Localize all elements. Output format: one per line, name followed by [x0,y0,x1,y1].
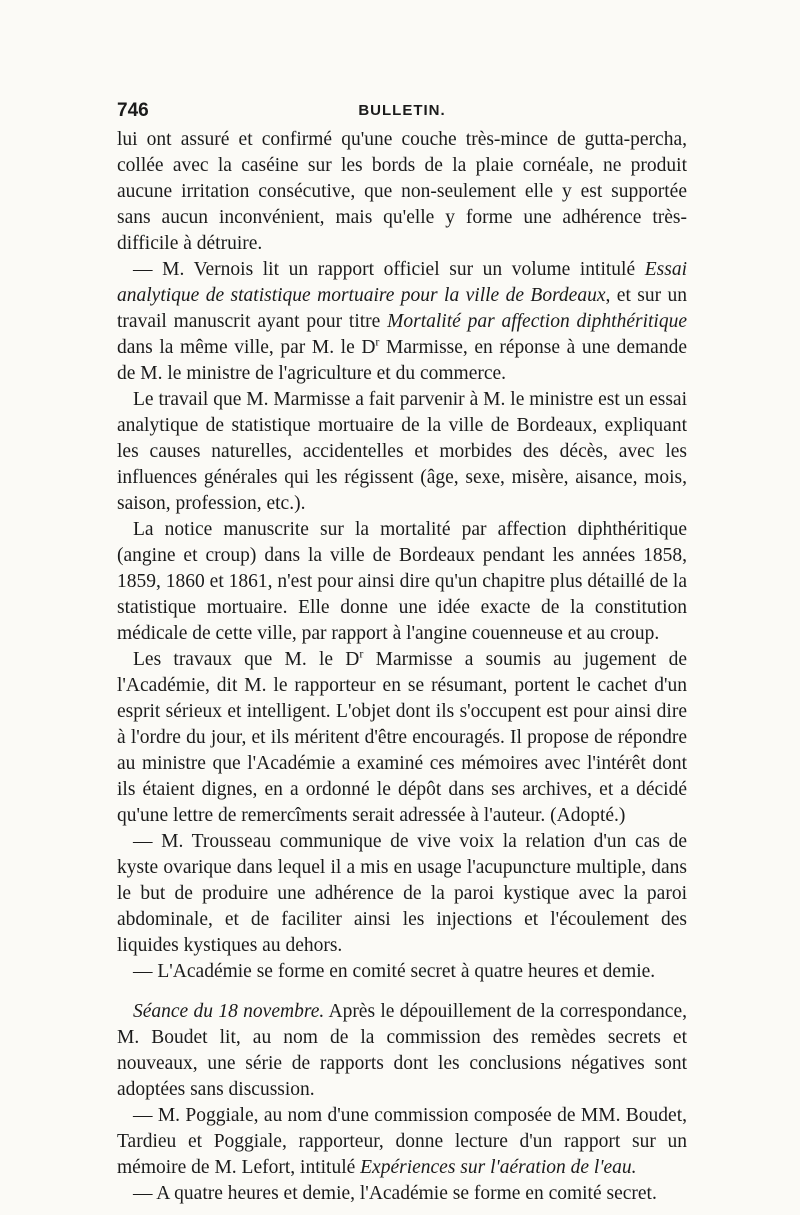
seance-heading: Séance du 18 novembre. [133,1001,325,1022]
paragraph-travail-marmisse: Le travail que M. Marmisse a fait parvenir à M. le ministre est un essai analytique de statistique mortuaire de la ville de Bordeaux, expliquant les causes naturelles, accidentelles et morbides des décès, avec les influences générales qui les régissent (âge, sexe, misère, aisance, mois, saison, profession, etc.). [117,389,687,514]
running-head: BULLETIN. [358,102,446,119]
paragraph-comite-secret-1: — L'Académie se forme en comité secret à quatre heures et demie. [133,961,656,982]
title-essai-analytique: Essai analytique de statistique mortuaire pour la ville de Bordeaux [117,259,687,306]
title-mortalite-diphtheritique: Mortalité par affection diphthéritique [387,311,687,332]
paragraph-gutta-percha: lui ont assuré et confirmé qu'une couche très-mince de gutta-percha, collée avec la caséine sur les bords de la plaie cornéale, ne produit aucune irritation consécutive, que non-seulement elle y est supportée sans aucun inconvénient, mais qu'elle y forme une adhérence très-difficile à détruire. [117,129,687,254]
paragraph-vernois-report: — M. Vernois lit un rapport officiel sur un volume intitulé Essai analytique de statistique mortuaire pour la ville de Bordeaux, et sur un travail manuscrit ayant pour titre Mortalité par affection diphthéritique dans la même ville, par M. le $D^r$ Marmisse, en réponse à une demande de M. le ministre de l'agriculture et du commerce. [117,259,688,384]
page-number: 746 [117,100,149,121]
paragraph-seance-18-novembre: Séance du 18 novembre. Après le dépouillement de la correspondance, M. Boudet lit, au nom de la commission des remèdes secrets et nouveaux, une série de rapports dont les conclusions négatives sont adoptées sans discussion. [117,1001,687,1100]
paragraph-poggiale: — M. Poggiale, au nom d'une commission composée de MM. Boudet, Tardieu et Poggiale, rapporteur, donne lecture d'un rapport sur un mémoire de M. Lefort, intitulé Expériences sur l'aération de l'eau. [117,1105,687,1178]
title-experiences-aeration: Expériences sur l'aération de l'eau. [360,1157,637,1178]
body-text [117,127,687,1207]
paragraph-travaux-marmisse: Les travaux que M. le $D^r$ Marmisse a soumis au jugement de l'Académie, dit M. le rapporteur en se résumant, portent le cachet d'un esprit sérieux et intelligent. L'objet dont ils s'occupent est pour ainsi dire à l'ordre du jour, et ils méritent d'être encouragés. Il propose de répondre au ministre que l'Académie a examiné ces mémoires avec l'intérêt dont ils étaient dignes, en a ordonné le dépôt dans ses archives, et a décidé qu'une lettre de remercîments serait adressée à l'auteur. (Adopté.) [117,646,687,826]
paragraph-comite-secret-2: — A quatre heures et demie, l'Académie se forme en comité secret. [133,1183,657,1204]
paragraph-notice-manuscrite: La notice manuscrite sur la mortalité par affection diphthéritique (angine et croup) dans la ville de Bordeaux pendant les années 1858, 1859, 1860 et 1861, n'est pour ainsi dire qu'un chapitre plus détaillé de la statistique mortuaire. Elle donne une idée exacte de la constitution médicale de cette ville, par rapport à l'angine couenneuse et au croup. [117,519,687,644]
page-header [117,100,687,126]
paragraph-trousseau: — M. Trousseau communique de vive voix la relation d'un cas de kyste ovarique dans lequel il a mis en usage l'acupuncture multiple, dans le but de produire une adhérence de la paroi kystique avec la paroi abdominale, et de faciliter ainsi les injections et l'écoulement des liquides kystiques au dehors. [117,831,687,956]
